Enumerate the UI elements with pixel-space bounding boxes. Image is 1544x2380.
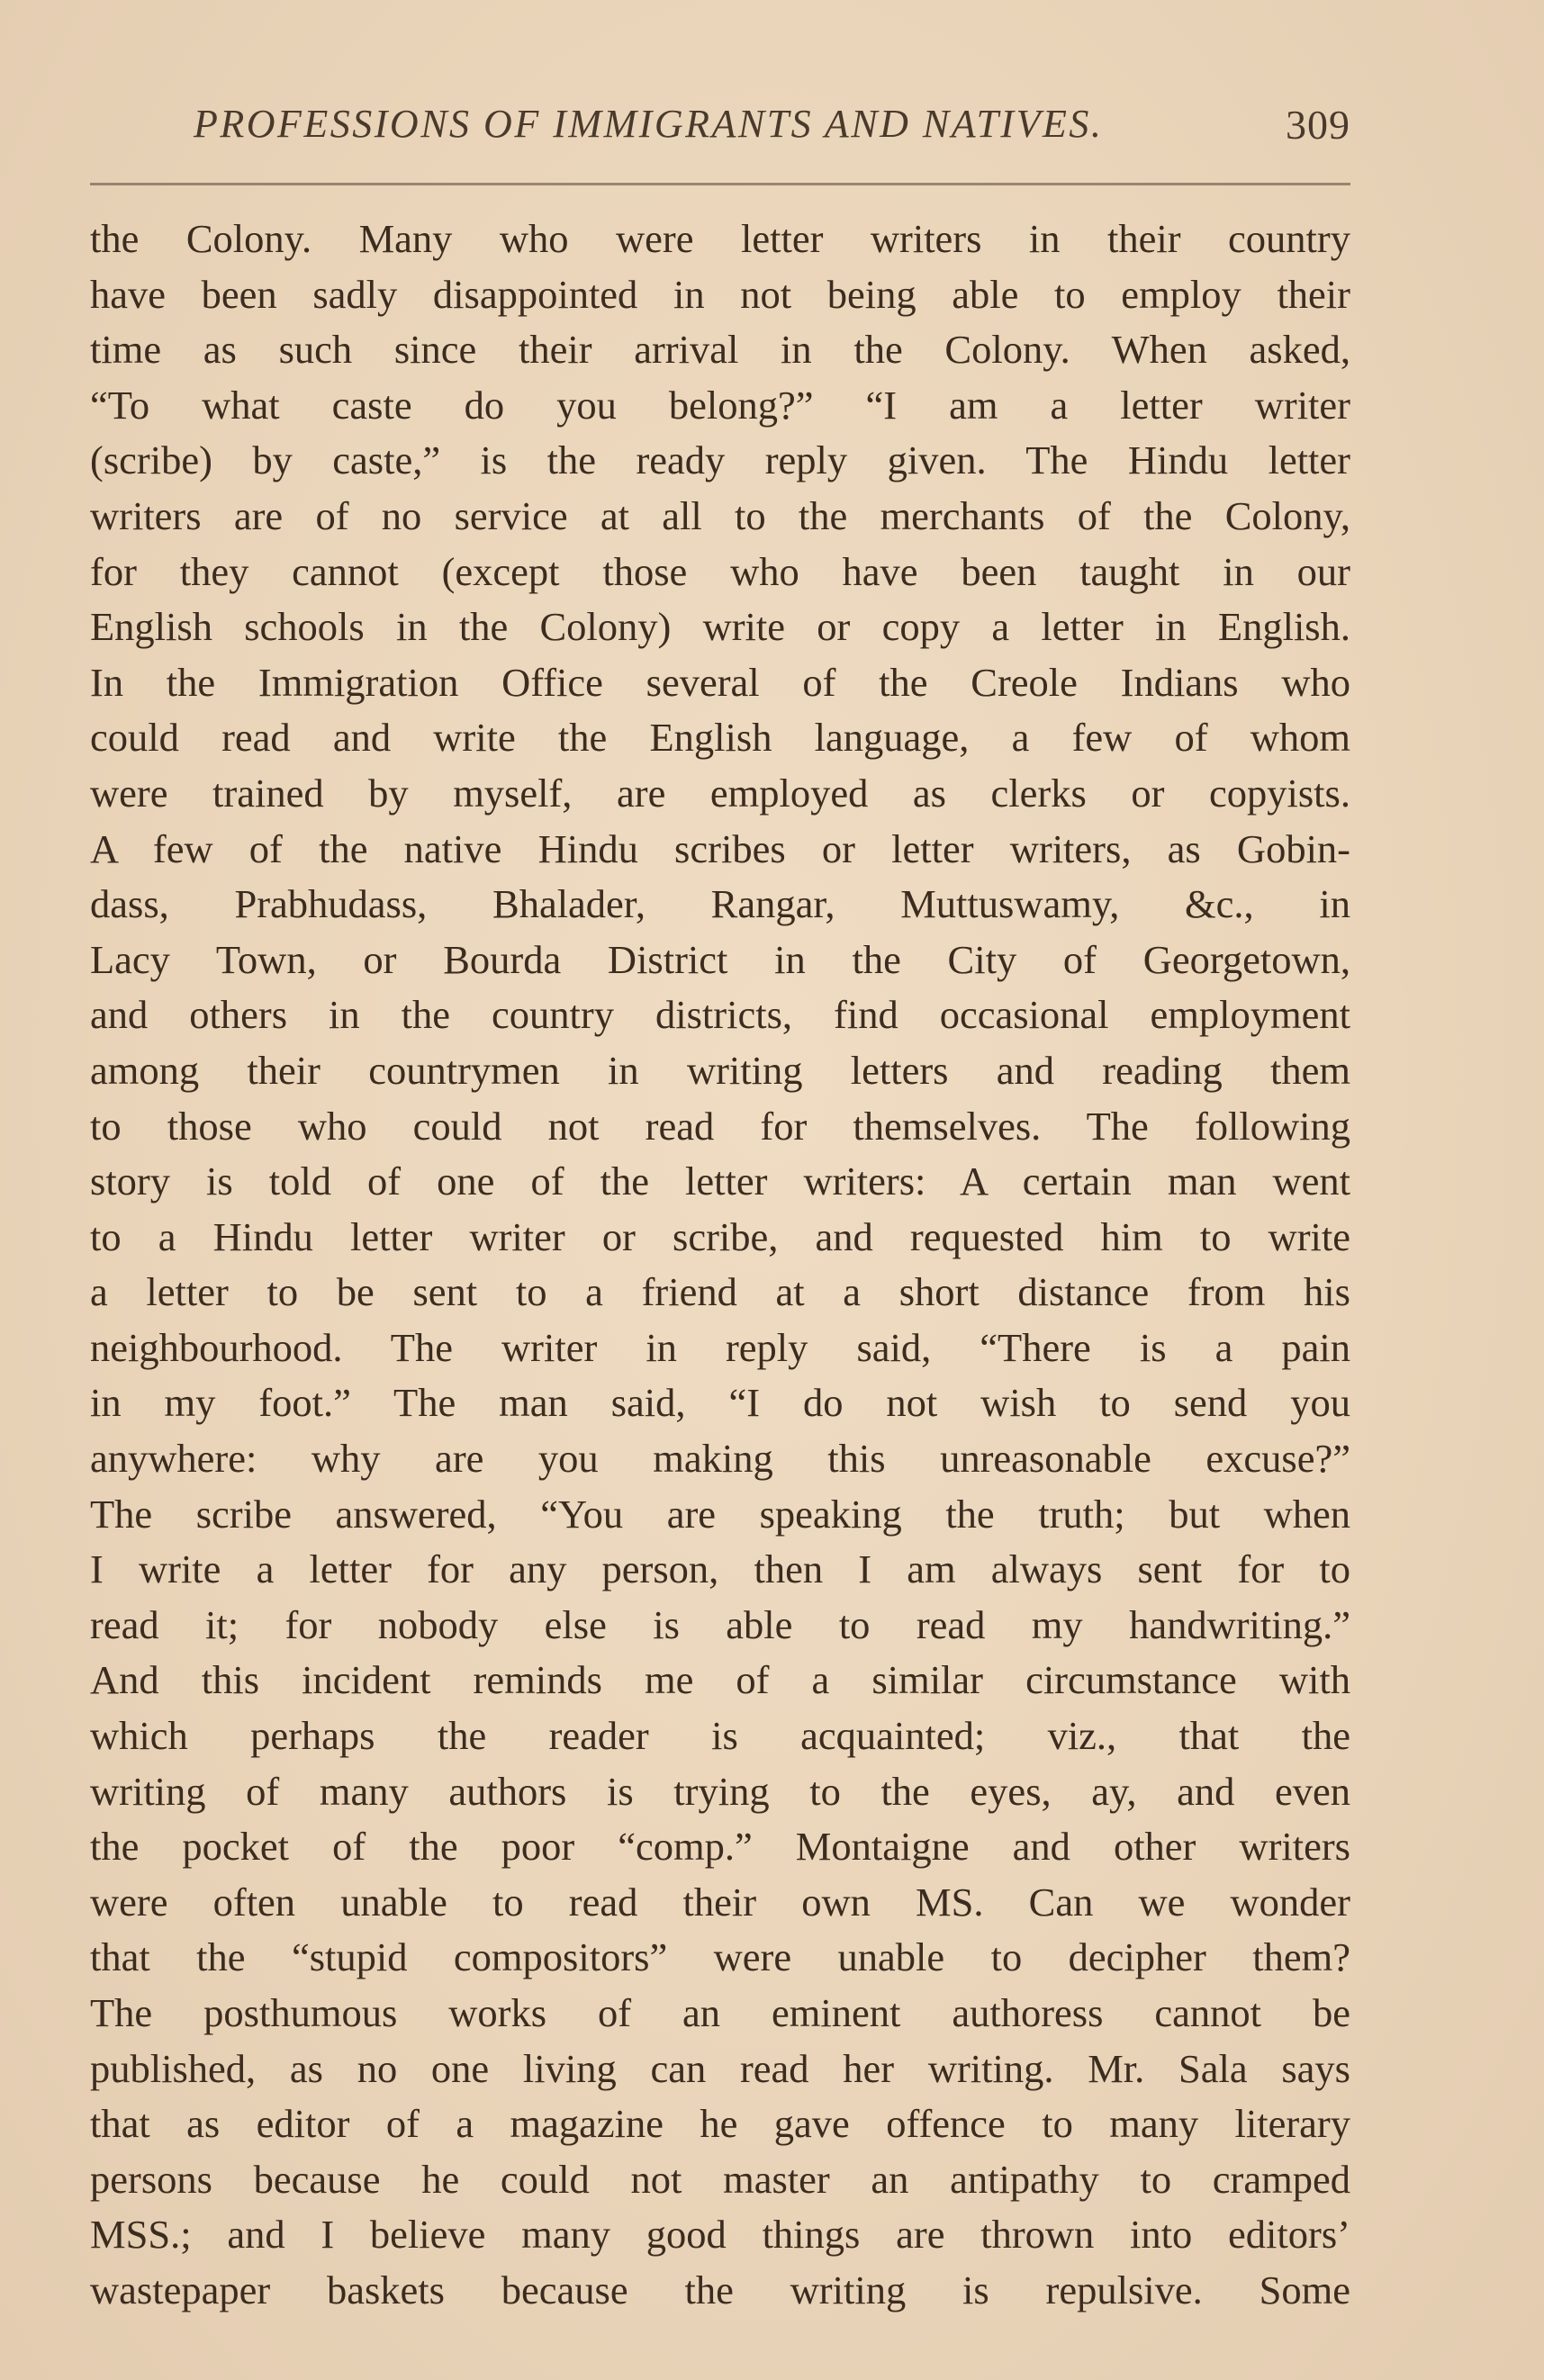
text-line: for they cannot (except those who have been taught in our: [90, 548, 1350, 594]
text-line: have been sadly disappointed in not being able to employ their: [90, 271, 1350, 317]
text-line: anywhere: why are you making this unreasonable excuse?”: [90, 1436, 1350, 1482]
running-head: [90, 101, 1350, 164]
text-line: the Colony. Many who were letter writers in their country: [90, 216, 1350, 261]
text-line: Lacy Town, or Bourda District in the City of Georgetown,: [90, 936, 1350, 982]
text-line: dass, Prabhudass, Bhalader, Rangar, Muttuswamy, &c., in: [90, 881, 1350, 927]
text-line: A few of the native Hindu scribes or letter writers, as Gobin-: [90, 825, 1350, 871]
text-line: were often unable to read their own MS. Can we wonder: [90, 1879, 1350, 1925]
text-line: time as such since their arrival in the Colony. When asked,: [90, 327, 1350, 373]
page-number: 309: [1286, 102, 1350, 148]
text-line: the pocket of the poor “comp.” Montaigne and other writers: [90, 1824, 1350, 1870]
text-line: wastepaper baskets because the writing is repulsive. Some: [90, 2267, 1350, 2312]
text-line: could read and write the English language, a few of whom: [90, 715, 1350, 761]
text-line: (scribe) by caste,” is the ready reply given. The Hindu letter: [90, 437, 1350, 483]
text-line: read it; for nobody else is able to read my handwriting.”: [90, 1601, 1350, 1647]
body-text: [90, 212, 1350, 2319]
running-title: PROFESSIONS OF IMMIGRANTS AND NATIVES.: [194, 102, 1104, 146]
text-line: The posthumous works of an eminent authoress cannot be: [90, 1990, 1350, 2035]
text-line: And this incident reminds me of a similar circumstance with: [90, 1657, 1350, 1703]
text-line: to a Hindu letter writer or scribe, and requested him to write: [90, 1213, 1350, 1259]
text-line: English schools in the Colony) write or copy a letter in English.: [90, 604, 1350, 650]
text-line: among their countrymen in writing letters and reading them: [90, 1047, 1350, 1093]
text-line: that the “stupid compositors” were unable to decipher them?: [90, 1934, 1350, 1980]
header-rule: [90, 183, 1350, 185]
text-line: I write a letter for any person, then I am always sent for to: [90, 1546, 1350, 1592]
text-line: which perhaps the reader is acquainted; viz., that the: [90, 1713, 1350, 1759]
text-line: story is told of one of the letter writers: A certain man went: [90, 1158, 1350, 1204]
text-line: and others in the country districts, find occasional employment: [90, 992, 1350, 1038]
text-line: The scribe answered, “You are speaking the truth; but when: [90, 1491, 1350, 1537]
text-line: MSS.; and I believe many good things are thrown into editors’: [90, 2212, 1350, 2258]
text-line: were trained by myself, are employed as clerks or copyists.: [90, 770, 1350, 816]
text-line: neighbourhood. The writer in reply said, “There is a pain: [90, 1324, 1350, 1370]
text-line: to those who could not read for themselves. The following: [90, 1103, 1350, 1149]
text-line: in my foot.” The man said, “I do not wish to send you: [90, 1380, 1350, 1426]
text-line: that as editor of a magazine he gave offence to many literary: [90, 2101, 1350, 2147]
text-line: a letter to be sent to a friend at a short distance from his: [90, 1269, 1350, 1315]
text-line: In the Immigration Office several of the Creole Indians who: [90, 659, 1350, 705]
text-line: “To what caste do you belong?” “I am a letter writer: [90, 382, 1350, 428]
text-line: persons because he could not master an antipathy to cramped: [90, 2156, 1350, 2202]
text-line: writers are of no service at all to the merchants of the Colony,: [90, 492, 1350, 538]
text-line: published, as no one living can read her writing. Mr. Sala says: [90, 2045, 1350, 2091]
text-line: writing of many authors is trying to the eyes, ay, and even: [90, 1768, 1350, 1814]
